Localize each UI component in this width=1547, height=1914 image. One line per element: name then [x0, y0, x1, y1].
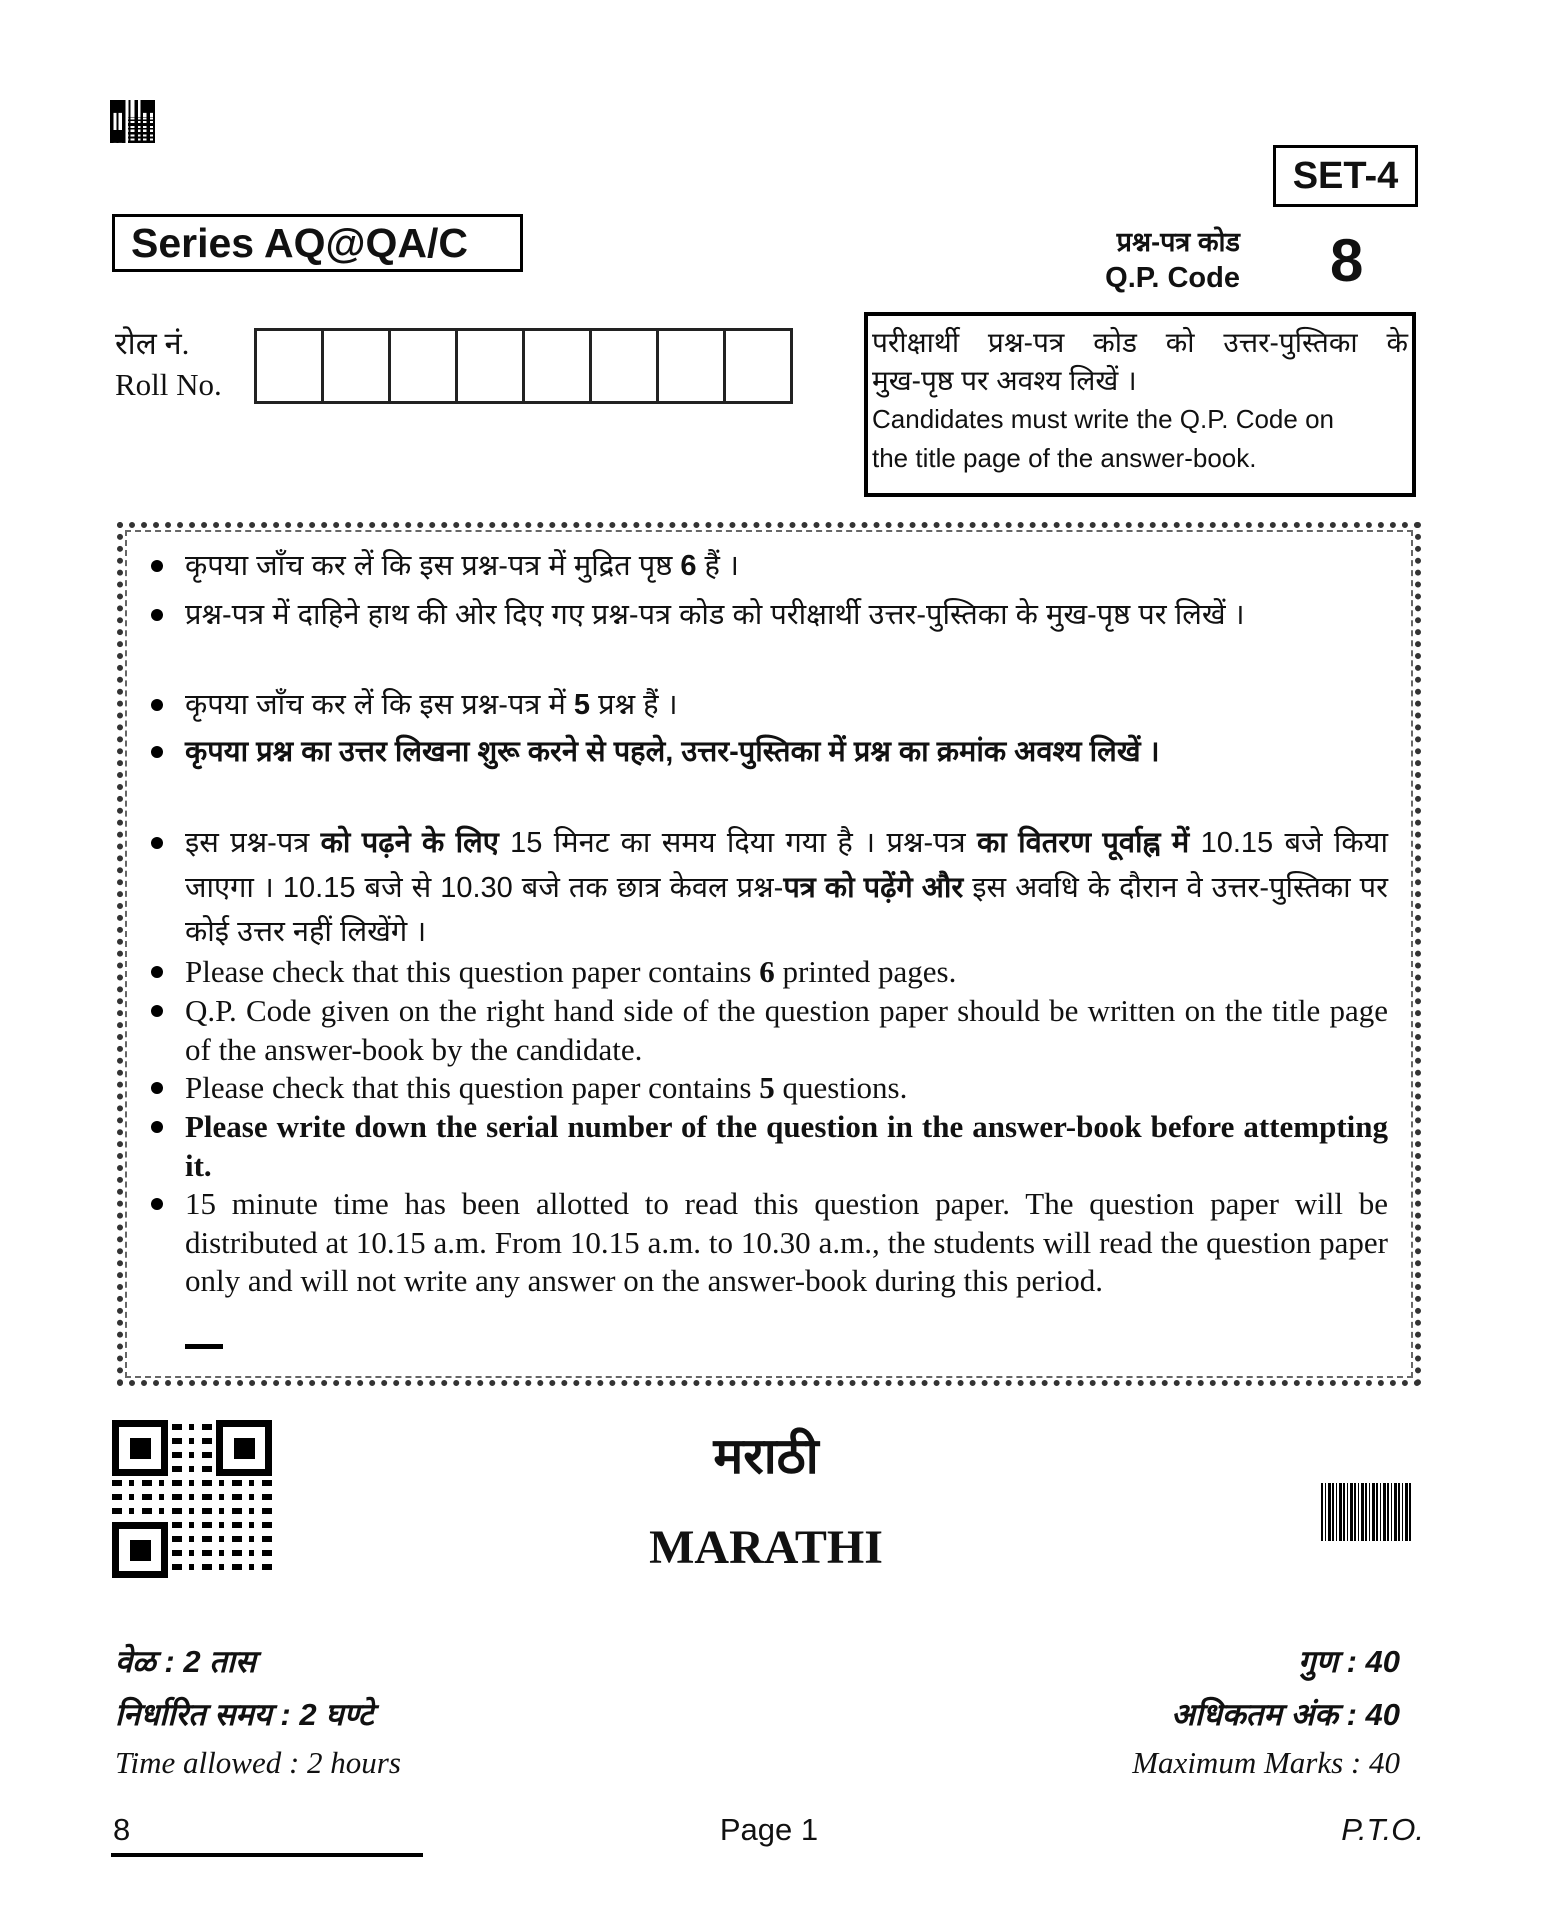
notice-english-line: the title page of the answer-book.	[872, 443, 1257, 473]
roll-digit-box[interactable]	[525, 331, 592, 401]
instruction-text: हैं ।	[696, 550, 739, 582]
subject-title-hindi: मराठी	[713, 1428, 819, 1484]
roll-label-hindi: रोल नं.	[115, 326, 190, 361]
please-turn-over: P.T.O.	[1341, 1812, 1424, 1847]
roll-number-boxes[interactable]	[254, 328, 793, 404]
roll-digit-box[interactable]	[592, 331, 659, 401]
qp-code-value: 8	[1330, 227, 1364, 294]
instruction-item	[185, 1069, 1388, 1108]
marks-marathi: गुण : 40	[1298, 1644, 1400, 1679]
roll-digit-box[interactable]	[726, 331, 790, 401]
instruction-text: printed pages.	[774, 954, 957, 989]
qp-code-notice-box	[864, 312, 1416, 497]
instruction-item	[185, 821, 1388, 955]
time-allowed: Time allowed : 2 hours	[115, 1745, 401, 1780]
small-qr-code	[110, 100, 155, 143]
instruction-item	[185, 992, 1388, 1069]
instruction-text: 6	[759, 954, 775, 989]
roll-digit-box[interactable]	[391, 331, 458, 401]
roll-digit-box[interactable]	[458, 331, 525, 401]
instruction-text: Please write down the serial number of the question in the answer-book before attempting it.	[185, 1109, 1388, 1183]
instruction-item	[185, 593, 1388, 638]
page-number: Page 1	[719, 1812, 819, 1847]
instruction-text: Q.P. Code given on the right hand side of the question paper should be written on the title page of the answer-book by the candidate.	[185, 993, 1388, 1067]
instruction-text: questions.	[774, 1070, 908, 1105]
end-dash	[185, 1344, 223, 1349]
roll-digit-box[interactable]	[659, 331, 726, 401]
qr-code	[112, 1420, 272, 1578]
series-label: Series AQ@QA/C	[112, 214, 523, 272]
instruction-text: 6	[680, 550, 697, 582]
marks-hindi: अधिकतम अंक : 40	[1171, 1697, 1400, 1732]
maximum-marks: Maximum Marks : 40	[1132, 1745, 1400, 1780]
qp-code-label-hindi: प्रश्न-पत्र कोड	[1116, 227, 1240, 257]
instruction-item	[185, 1185, 1388, 1301]
instruction-item	[185, 544, 1388, 589]
instruction-item	[185, 730, 1388, 775]
instruction-text: प्रश्न-पत्र में दाहिने हाथ की ओर दिए गए प्रश्न-पत्र कोड को परीक्षार्थी उत्तर-पुस्तिका के मुख-पृष्ठ पर लिखें ।	[185, 599, 1245, 631]
instruction-text: कृपया प्रश्न का उत्तर लिखना शुरू करने से पहले, उत्तर-पुस्तिका में प्रश्न का क्रमांक अवश्य लिखें ।	[185, 736, 1160, 768]
instruction-text: Please check that this question paper contains	[185, 954, 760, 989]
roll-digit-box[interactable]	[257, 331, 324, 401]
barcode	[1321, 1483, 1411, 1541]
instruction-text: Please check that this question paper contains	[185, 1070, 760, 1105]
roll-label: Roll No.	[115, 367, 222, 402]
set-badge: SET-4	[1273, 145, 1418, 207]
subject-title: MARATHI	[649, 1521, 883, 1574]
instruction-text: पत्र को पढ़ेंगे और	[783, 871, 964, 904]
instruction-item	[185, 953, 1388, 992]
notice-english-line: Candidates must write the Q.P. Code on	[872, 404, 1334, 434]
instruction-text: को पढ़ने के लिए	[320, 827, 499, 859]
instruction-text: 5	[759, 1070, 775, 1105]
footer-code: 8	[113, 1812, 131, 1847]
instruction-text: 10.15 बजे किया जाएगा । 10.15 बजे से 10.30 बजे तक छात्र केवल प्रश्न-	[185, 827, 1388, 904]
instruction-text: कृपया जाँच कर लें कि इस प्रश्न-पत्र में मुद्रित पृष्ठ	[185, 550, 681, 582]
instruction-item	[185, 683, 1388, 728]
instruction-text: 15 minute time has been allotted to read this question paper. The question paper will be distributed at 10.15 a.m. From 10.15 a.m. to 10.30 a.m., the students will read the question paper only and will not write any answer on the answer-book during this period.	[185, 1186, 1388, 1299]
instruction-text: का वितरण पूर्वाह्न में	[976, 827, 1190, 859]
notice-hindi-line: परीक्षार्थी प्रश्न-पत्र कोड को उत्तर-पुस्तिका के	[872, 327, 1408, 358]
footer-rule	[111, 1853, 423, 1857]
instruction-text: प्रश्न हैं ।	[590, 689, 678, 721]
instruction-item	[185, 1108, 1388, 1185]
instruction-text: इस प्रश्न-पत्र	[185, 827, 321, 859]
duration-hindi: निर्धारित समय : 2 घण्टे	[115, 1697, 374, 1732]
instruction-text: इस अवधि के दौरान वे उत्तर-पुस्तिका पर कोई उत्तर नहीं लिखेंगे ।	[185, 871, 1388, 948]
notice-hindi-line: मुख-पृष्ठ पर अवश्य लिखें ।	[872, 365, 1137, 396]
instruction-text: 5	[573, 689, 591, 721]
duration-marathi: वेळ : 2 तास	[115, 1644, 256, 1679]
roll-digit-box[interactable]	[324, 331, 391, 401]
qp-code-label: Q.P. Code	[1105, 262, 1240, 294]
instruction-text: 15 मिनट का समय दिया गया है । प्रश्न-पत्र	[498, 827, 977, 859]
instruction-text: कृपया जाँच कर लें कि इस प्रश्न-पत्र में	[185, 689, 574, 721]
